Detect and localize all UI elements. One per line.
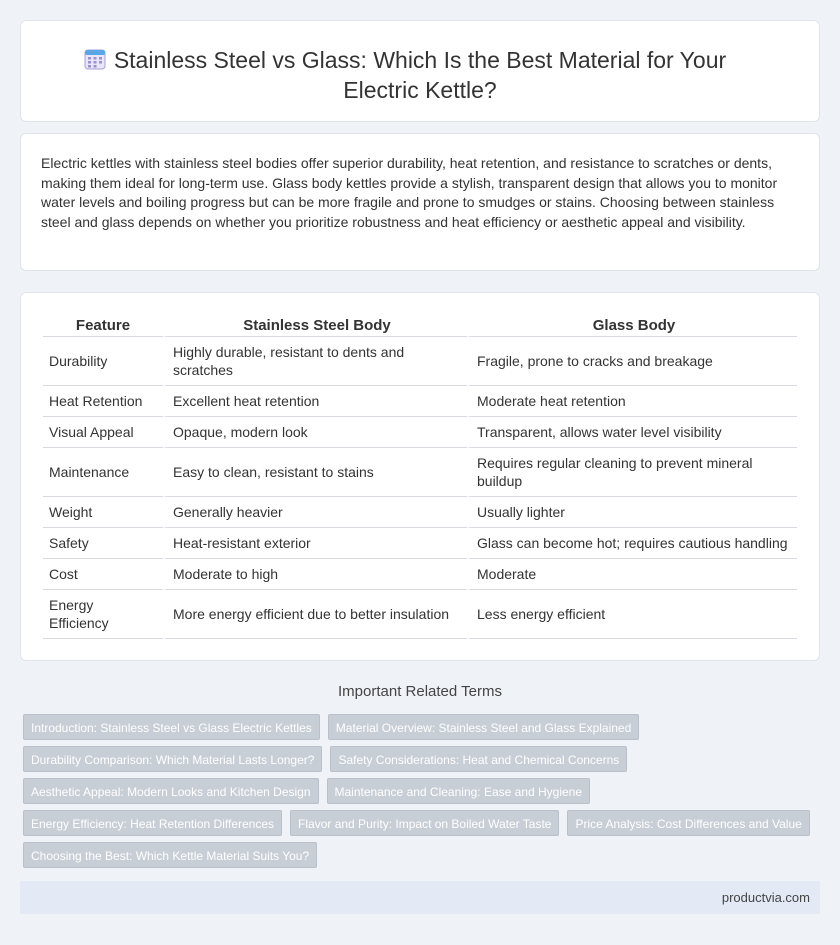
table-row: [43, 448, 797, 497]
glass-cell: Fragile, prone to cracks and breakage: [467, 337, 797, 386]
table-header-row: [43, 309, 797, 337]
feature-cell: Safety: [43, 528, 163, 559]
glass-cell: Moderate: [467, 559, 797, 590]
table-row: [43, 559, 797, 590]
related-terms-list: [23, 714, 823, 868]
table-row: [43, 417, 797, 448]
related-term-tag[interactable]: Choosing the Best: Which Kettle Material Suits You?: [23, 842, 317, 868]
related-term-tag[interactable]: Flavor and Purity: Impact on Boiled Water Taste: [290, 810, 559, 836]
related-term-tag[interactable]: Price Analysis: Cost Differences and Value: [567, 810, 809, 836]
table-row: [43, 528, 797, 559]
related-term-tag[interactable]: Safety Considerations: Heat and Chemical Concerns: [330, 746, 627, 772]
related-term-tag[interactable]: Material Overview: Stainless Steel and Glass Explained: [328, 714, 639, 740]
header-feature: Feature: [43, 309, 163, 337]
title-card: [20, 20, 820, 122]
comparison-table-card: [20, 292, 820, 661]
summary-text: Electric kettles with stainless steel bodies offer superior durability, heat retention, and resistance to scratches or dents, making them ideal for long-term use. Glass body kettles provide a stylish, transparent design that allows you to monitor water levels and boiling progress but can be more fragile and prone to smudges or stains. Choosing between stainless steel and glass depends on whether you prioritize robustness and heat efficiency or aesthetic appeal and visibility.: [41, 155, 778, 230]
glass-cell: Usually lighter: [467, 497, 797, 528]
stainless-cell: Heat-resistant exterior: [163, 528, 467, 559]
footer-site-link[interactable]: productvia.com: [721, 890, 810, 905]
table-row: [43, 497, 797, 528]
related-term-tag[interactable]: Introduction: Stainless Steel vs Glass Electric Kettles: [23, 714, 320, 740]
feature-cell: Heat Retention: [43, 386, 163, 417]
feature-cell: Durability: [43, 337, 163, 386]
related-term-tag[interactable]: Maintenance and Cleaning: Ease and Hygiene: [327, 778, 591, 804]
footer: [20, 881, 820, 914]
related-term-tag[interactable]: Aesthetic Appeal: Modern Looks and Kitchen Design: [23, 778, 319, 804]
stainless-cell: Generally heavier: [163, 497, 467, 528]
header-glass: Glass Body: [467, 309, 797, 337]
table-row: [43, 337, 797, 386]
stainless-cell: More energy efficient due to better insulation: [163, 590, 467, 639]
summary-card: [20, 133, 820, 271]
related-term-tag[interactable]: Durability Comparison: Which Material Lasts Longer?: [23, 746, 322, 772]
glass-cell: Less energy efficient: [467, 590, 797, 639]
page-title: Stainless Steel vs Glass: Which Is the Best Material for Your Electric Kettle?: [113, 47, 727, 103]
stainless-cell: Excellent heat retention: [163, 386, 467, 417]
table-row: [43, 590, 797, 639]
related-terms-title: Important Related Terms: [338, 683, 502, 700]
table-row: [43, 386, 797, 417]
glass-cell: Moderate heat retention: [467, 386, 797, 417]
glass-cell: Transparent, allows water level visibility: [467, 417, 797, 448]
glass-cell: Requires regular cleaning to prevent mineral buildup: [467, 448, 797, 497]
stainless-cell: Highly durable, resistant to dents and scratches: [163, 337, 467, 386]
stainless-cell: Moderate to high: [163, 559, 467, 590]
feature-cell: Maintenance: [43, 448, 163, 497]
feature-cell: Visual Appeal: [43, 417, 163, 448]
stainless-cell: Opaque, modern look: [163, 417, 467, 448]
comparison-table: [43, 309, 797, 639]
feature-cell: Weight: [43, 497, 163, 528]
glass-cell: Glass can become hot; requires cautious handling: [467, 528, 797, 559]
header-stainless: Stainless Steel Body: [163, 309, 467, 337]
related-term-tag[interactable]: Energy Efficiency: Heat Retention Differences: [23, 810, 282, 836]
feature-cell: Energy Efficiency: [43, 590, 163, 639]
feature-cell: Cost: [43, 559, 163, 590]
stainless-cell: Easy to clean, resistant to stains: [163, 448, 467, 497]
